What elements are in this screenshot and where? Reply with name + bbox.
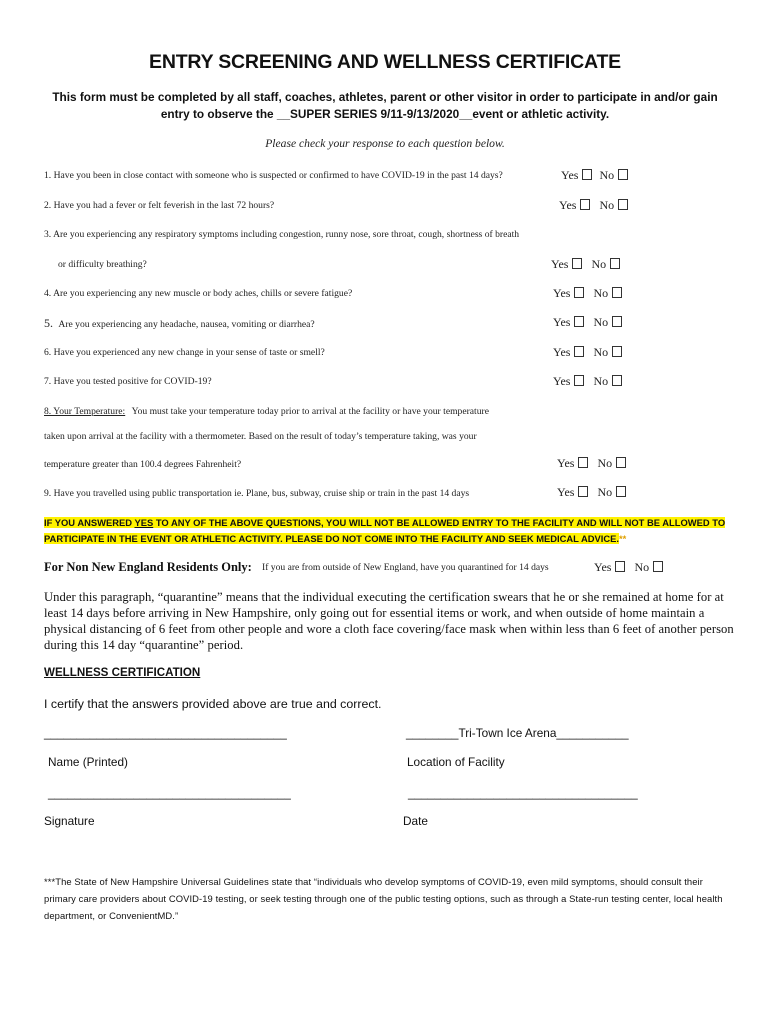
yes-checkbox[interactable] bbox=[582, 169, 592, 180]
warning-pre: IF YOU ANSWERED bbox=[44, 517, 135, 528]
yes-label: Yes bbox=[557, 485, 575, 499]
yes-checkbox[interactable] bbox=[574, 287, 584, 298]
no-label: No bbox=[591, 257, 607, 271]
question-2: 2. Have you had a fever or felt feverish in the last 72 hours? bbox=[44, 200, 275, 211]
yes-checkbox[interactable] bbox=[574, 316, 584, 327]
yes-checkbox[interactable] bbox=[580, 199, 590, 210]
answer-group-1 bbox=[561, 168, 628, 183]
no-checkbox[interactable] bbox=[612, 287, 622, 298]
intro-text: This form must be completed by all staff, coaches, athletes, parent or other visitor in order to participate in and/or gain entry to observe the __SUPER SERIES 9/11-9/13/2020__event or athletic activity. bbox=[52, 90, 718, 121]
name-label: Name (Printed) bbox=[48, 755, 128, 769]
no-label: No bbox=[599, 168, 615, 182]
question-8-continued-2: temperature greater than 100.4 degrees Fahrenheit? bbox=[44, 459, 242, 470]
question-5-text: Are you experiencing any headache, nausea, vomiting or diarrhea? bbox=[58, 319, 315, 330]
question-6: 6. Have you experienced any new change in your sense of taste or smell? bbox=[44, 347, 325, 358]
yes-label: Yes bbox=[559, 198, 577, 212]
answer-group-4 bbox=[553, 286, 622, 301]
warning-stars: ** bbox=[619, 533, 627, 544]
no-checkbox[interactable] bbox=[612, 346, 622, 357]
question-8-text: You must take your temperature today prior to arrival at the facility or have your temperature bbox=[131, 406, 489, 417]
no-label: No bbox=[593, 286, 609, 300]
question-3-continued: or difficulty breathing? bbox=[58, 259, 147, 270]
yes-label: Yes bbox=[551, 257, 569, 271]
no-label: No bbox=[593, 345, 609, 359]
no-checkbox[interactable] bbox=[616, 486, 626, 497]
no-label: No bbox=[597, 456, 613, 470]
question-8-continued: taken upon arrival at the facility with a thermometer. Based on the result of today’s temperature taking, was your bbox=[44, 431, 477, 442]
answer-group-3 bbox=[551, 257, 620, 272]
footnote: ***The State of New Hampshire Universal Guidelines state that “individuals who develop symptoms of COVID-19, even mild symptoms, should consult their primary care providers about COVID-19 testing, or seek testing through one of the public testing options, such as through a State-run testing center, local health department, or ConvenientMD.” bbox=[44, 876, 723, 921]
question-8 bbox=[44, 406, 489, 417]
yes-checkbox[interactable] bbox=[578, 457, 588, 468]
facility-field[interactable]: ________Tri-Town Ice Arena___________ bbox=[406, 726, 629, 740]
question-8-heading: 8. Your Temperature: bbox=[44, 406, 126, 417]
answer-group-non-ne bbox=[594, 560, 663, 575]
yes-checkbox[interactable] bbox=[615, 561, 625, 572]
instruction-text: Please check your response to each question below. bbox=[265, 137, 505, 150]
answer-group-8 bbox=[557, 456, 626, 471]
quarantine-paragraph: Under this paragraph, “quarantine” means that the individual executing the certification swears that he or she remained at home for at least 14 days before arriving in New Hampshire, only going out for essential items or work, and when outside of home maintain a physical distancing of 6 feet from other people and wore a cloth face covering/face mask when within less than 6 feet of another person during this 14 day “quarantine” period. bbox=[44, 590, 734, 652]
no-label: No bbox=[593, 315, 609, 329]
certify-statement: I certify that the answers provided above are true and correct. bbox=[44, 697, 382, 711]
no-checkbox[interactable] bbox=[618, 199, 628, 210]
yes-label: Yes bbox=[561, 168, 579, 182]
question-7: 7. Have you tested positive for COVID-19? bbox=[44, 376, 212, 387]
wellness-heading: WELLNESS CERTIFICATION bbox=[44, 666, 201, 679]
facility-label: Location of Facility bbox=[407, 755, 505, 769]
no-label: No bbox=[634, 560, 650, 574]
no-checkbox[interactable] bbox=[612, 375, 622, 386]
answer-group-2 bbox=[559, 198, 628, 213]
no-checkbox[interactable] bbox=[618, 169, 628, 180]
no-checkbox[interactable] bbox=[610, 258, 620, 269]
yes-label: Yes bbox=[553, 315, 571, 329]
non-ne-question: If you are from outside of New England, have you quarantined for 14 days bbox=[262, 562, 549, 573]
no-label: No bbox=[597, 485, 613, 499]
yes-checkbox[interactable] bbox=[574, 346, 584, 357]
question-5 bbox=[44, 316, 315, 331]
question-5-number: 5. bbox=[44, 316, 53, 330]
non-ne-heading: For Non New England Residents Only: bbox=[44, 560, 252, 574]
answer-group-6 bbox=[553, 345, 622, 360]
signature-label: Signature bbox=[44, 814, 95, 828]
no-checkbox[interactable] bbox=[616, 457, 626, 468]
question-1: 1. Have you been in close contact with someone who is suspected or confirmed to have COVID-19 in the past 14 days? bbox=[44, 170, 503, 181]
date-label: Date bbox=[403, 814, 428, 828]
yes-label: Yes bbox=[553, 374, 571, 388]
yes-label: Yes bbox=[553, 345, 571, 359]
question-3: 3. Are you experiencing any respiratory symptoms including congestion, runny nose, sore throat, cough, shortness of breath bbox=[44, 229, 520, 240]
yes-label: Yes bbox=[553, 286, 571, 300]
question-4: 4. Are you experiencing any new muscle or body aches, chills or severe fatigue? bbox=[44, 288, 353, 299]
yes-checkbox[interactable] bbox=[572, 258, 582, 269]
no-checkbox[interactable] bbox=[653, 561, 663, 572]
no-label: No bbox=[599, 198, 615, 212]
yes-label: Yes bbox=[594, 560, 612, 574]
answer-group-9 bbox=[557, 485, 626, 500]
page-title: ENTRY SCREENING AND WELLNESS CERTIFICATE bbox=[149, 51, 621, 73]
date-field[interactable]: ___________________________________ bbox=[408, 786, 638, 800]
warning-yes: YES bbox=[134, 517, 154, 528]
warning-post: TO ANY OF THE ABOVE QUESTIONS, YOU WILL NOT BE ALLOWED ENTRY TO THE FACILITY AND WILL NOT BE ALLOWED TO PARTICIPATE IN THE EVENT OR ATHLETIC ACTIVITY. PLEASE DO NOT COME INTO THE FACILITY AND SEEK MEDICAL ADVICE. bbox=[44, 517, 726, 544]
signature-field[interactable]: _____________________________________ bbox=[48, 786, 291, 800]
yes-checkbox[interactable] bbox=[574, 375, 584, 386]
answer-group-5 bbox=[553, 315, 622, 330]
question-9: 9. Have you travelled using public transportation ie. Plane, bus, subway, cruise ship or train in the past 14 days bbox=[44, 488, 470, 499]
name-field[interactable]: _____________________________________ bbox=[44, 726, 287, 740]
warning-notice bbox=[44, 515, 734, 547]
yes-checkbox[interactable] bbox=[578, 486, 588, 497]
answer-group-7 bbox=[553, 374, 622, 389]
yes-label: Yes bbox=[557, 456, 575, 470]
no-checkbox[interactable] bbox=[612, 316, 622, 327]
no-label: No bbox=[593, 374, 609, 388]
